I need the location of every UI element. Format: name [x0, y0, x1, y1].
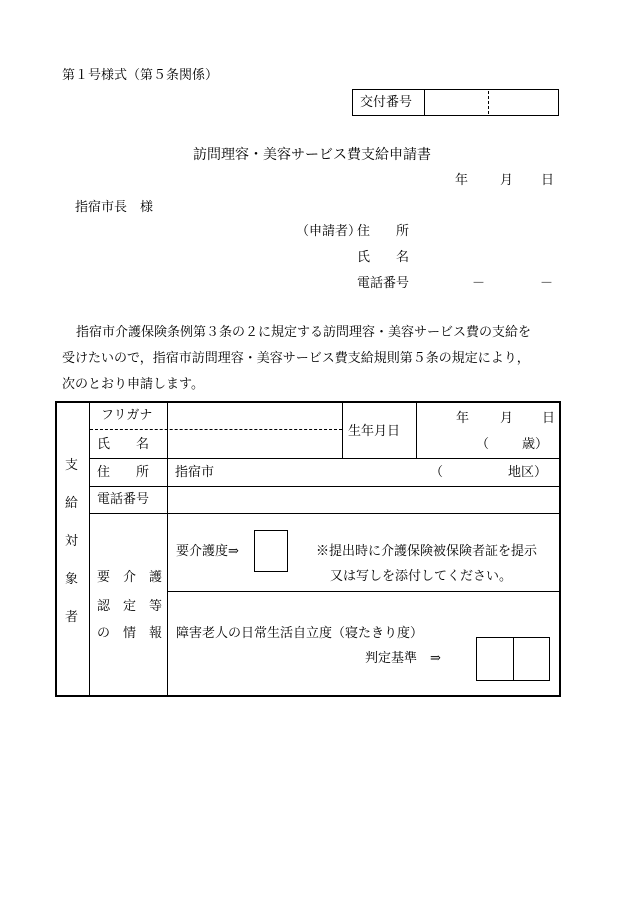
phone-dash-1: － — [472, 276, 486, 291]
side-label-char: 象 — [65, 572, 79, 587]
birth-date-label: 生年月日 — [348, 424, 401, 439]
issue-number-field-2[interactable] — [490, 91, 557, 114]
side-label — [65, 459, 78, 649]
table-hline-2 — [90, 486, 560, 487]
side-label-char: 者 — [65, 610, 79, 625]
district-open: （ — [430, 465, 444, 480]
name-input[interactable] — [170, 431, 340, 456]
side-label-char: 給 — [65, 496, 79, 511]
applicant-address-label: 住 所 — [357, 224, 410, 239]
table-hline-4 — [168, 591, 560, 592]
side-label-char: 対 — [65, 534, 79, 549]
name-label: 氏 名 — [97, 437, 150, 452]
side-label-char: 支 — [65, 458, 79, 473]
phone-dash-2: － — [540, 276, 554, 291]
care-level-box[interactable] — [254, 530, 288, 572]
criteria-label: 判定基準 ⇒ — [365, 651, 441, 666]
form-number: 第１号様式（第５条関係） — [62, 68, 219, 83]
birth-year: 年 — [456, 411, 470, 426]
table-hline-1 — [90, 458, 560, 459]
page-title: 訪問理容・美容サービス費支給申請書 — [193, 147, 431, 163]
applicant-name-label: 氏 名 — [357, 250, 410, 265]
furigana-dashed-line — [90, 429, 342, 430]
table-vline-birth-left — [342, 402, 343, 458]
care-info-label-2: 認 定 等 — [97, 599, 163, 614]
age-close: 歳） — [522, 437, 549, 452]
date-month: 月 — [500, 173, 514, 188]
care-info-label-1: 要 介 護 — [97, 570, 163, 585]
age-open: （ — [476, 437, 490, 452]
phone-input[interactable] — [170, 488, 558, 511]
table-vline-birth-right — [416, 402, 417, 458]
furigana-label: フリガナ — [101, 408, 153, 423]
phone-label: 電話番号 — [97, 492, 150, 507]
applicant-label: （申請者） — [296, 224, 362, 239]
issue-number-field[interactable] — [426, 91, 486, 114]
care-note-line-1: ※提出時に介護保険被保険者証を提示 — [316, 544, 538, 559]
address-value: 指宿市 — [175, 465, 215, 480]
independence-label: 障害老人の日常生活自立度（寝たきり度） — [176, 626, 424, 641]
care-info-label-3: の 情 報 — [97, 626, 163, 641]
care-level-label: 要介護度⇒ — [176, 544, 239, 559]
table-vline-label — [167, 402, 168, 696]
address-label: 住 所 — [97, 465, 150, 480]
furigana-input[interactable] — [170, 404, 340, 427]
table-vline-side — [89, 402, 90, 696]
table-hline-3 — [90, 513, 560, 514]
issue-number-dashed-divider — [488, 91, 489, 114]
issue-number-label: 交付番号 — [360, 95, 413, 110]
applicant-phone-label: 電話番号 — [357, 276, 410, 291]
date-year: 年 — [455, 173, 469, 188]
care-note-line-2: 又は写しを添付してください。 — [330, 569, 513, 584]
issue-number-divider — [424, 89, 425, 116]
date-day: 日 — [541, 173, 555, 188]
birth-day: 日 — [542, 411, 556, 426]
body-text-line-3: 次のとおり申請します。 — [62, 377, 204, 392]
birth-month: 月 — [500, 411, 514, 426]
addressee: 指宿市長 様 — [75, 200, 154, 215]
district-close: 地区） — [508, 465, 548, 480]
criteria-box-divider — [513, 637, 514, 681]
body-text-line-1: 指宿市介護保険条例第３条の２に規定する訪問理容・美容サービス費の支給を — [76, 325, 532, 340]
body-text-line-2: 受けたいので，指宿市訪問理容・美容サービス費支給規則第５条の規定により， — [62, 351, 530, 366]
